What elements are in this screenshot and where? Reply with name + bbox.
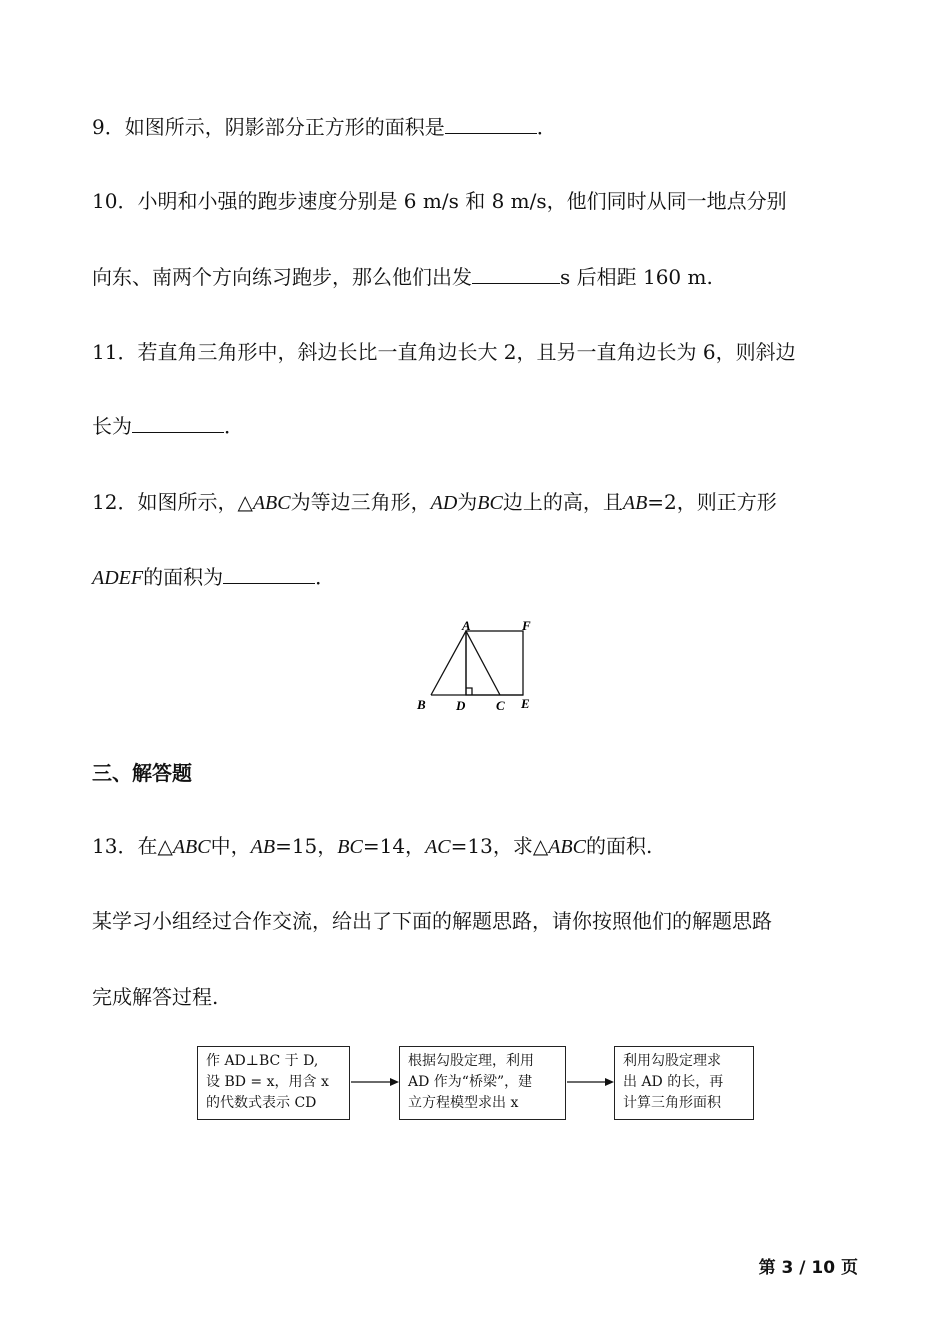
triangle-square-figure — [410, 618, 545, 718]
label-F: F — [522, 618, 531, 633]
answer-blank — [223, 565, 315, 584]
question-12-line1: 12．如图所示，△ABC为等边三角形，AD为BC边上的高，且AB=2，则正方形 — [92, 490, 777, 514]
label-B: B — [417, 697, 426, 712]
question-10-line2: 向东、南两个方向练习跑步，那么他们出发 s 后相距 160 m. — [92, 265, 713, 289]
answer-blank — [132, 414, 224, 433]
flow-step-1: 作 AD⊥BC 于 D, 设 BD = x，用含 x 的代数式表示 CD — [197, 1046, 350, 1120]
section-heading: 三、解答题 — [92, 761, 192, 785]
question-12-line2: ADEF的面积为 ． — [92, 565, 336, 589]
question-10-line1: 10．小明和小强的跑步速度分别是 6 m/s 和 8 m/s，他们同时从同一地点分别 — [92, 189, 787, 213]
flow-step-3: 利用勾股定理求 出 AD 的长，再 计算三角形面积 — [614, 1046, 754, 1120]
answer-blank — [472, 265, 560, 284]
label-C: C — [496, 698, 505, 713]
label-A: A — [462, 618, 471, 633]
question-11-line2: 长为 ． — [92, 414, 244, 438]
question-11-line1: 11．若直角三角形中，斜边长比一直角边长大 2，且另一直角边长为 6，则斜边 — [92, 340, 796, 364]
intro-line2: 完成解答过程. — [92, 985, 219, 1009]
flow-step-2: 根据勾股定理，利用 AD 作为“桥梁”，建 立方程模型求出 x — [399, 1046, 566, 1120]
label-E: E — [521, 696, 530, 711]
question-9: 9．如图所示，阴影部分正方形的面积是 ． — [92, 115, 557, 139]
question-13: 13．在△ABC中，AB=15，BC=14，AC=13，求△ABC的面积. — [92, 834, 653, 858]
flow-arrow-2 — [566, 1076, 615, 1088]
page-number: 第 3 / 10 页 — [758, 1258, 858, 1278]
flow-arrow-1 — [350, 1076, 400, 1088]
intro-line1: 某学习小组经过合作交流，给出了下面的解题思路，请你按照他们的解题思路 — [92, 909, 772, 933]
label-D: D — [456, 698, 466, 713]
answer-blank — [445, 115, 537, 134]
